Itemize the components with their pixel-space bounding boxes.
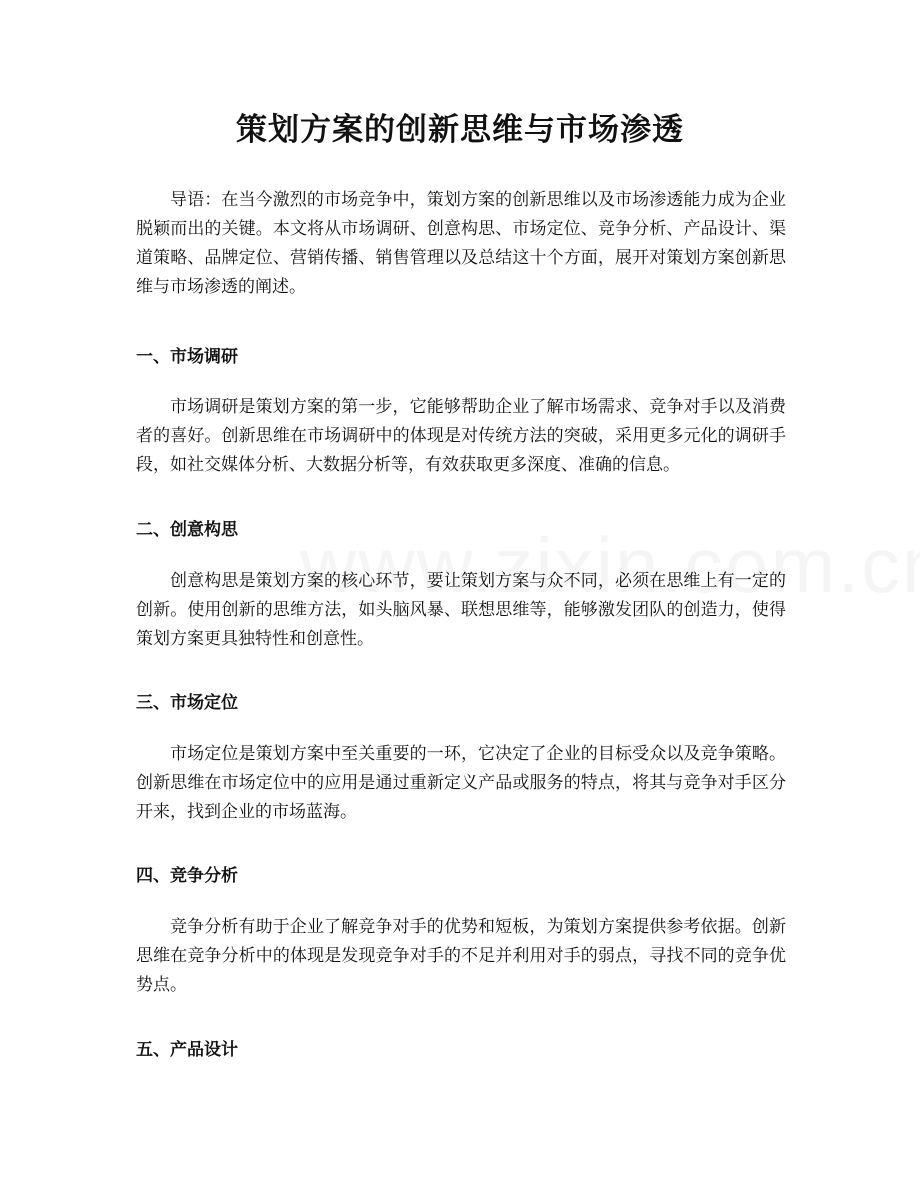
section-heading-creative-concept: 二、创意构思	[136, 520, 238, 540]
document-title: 策划方案的创新思维与市场渗透	[236, 112, 684, 148]
section-heading-market-research: 一、市场调研	[136, 347, 238, 367]
section-heading-competition-analysis: 四、竞争分析	[136, 866, 238, 886]
section-body-competition-analysis: 竞争分析有助于企业了解竞争对手的优势和短板，为策划方案提供参考依据。创新思维在竞争分析中的体现是发现竞争对手的不足并利用对手的弱点，寻找不同的竞争优势点。	[136, 917, 786, 995]
section-body-market-positioning: 市场定位是策划方案中至关重要的一环，它决定了企业的目标受众以及竞争策略。创新思维在市场定位中的应用是通过重新定义产品或服务的特点，将其与竞争对手区分开来，找到企业的市场蓝海。	[136, 744, 786, 822]
intro-paragraph: 导语：在当今激烈的市场竞争中，策划方案的创新思维以及市场渗透能力成为企业脱颖而出的关键。本文将从市场调研、创意构思、市场定位、竞争分析、产品设计、渠道策略、品牌定位、营销传播、销售管理以及总结这十个方面，展开对策划方案创新思维与市场渗透的阐述。	[136, 190, 786, 297]
section-heading-product-design: 五、产品设计	[136, 1040, 238, 1060]
section-heading-market-positioning: 三、市场定位	[136, 693, 238, 713]
section-body-creative-concept: 创意构思是策划方案的核心环节，要让策划方案与众不同，必须在思维上有一定的创新。使用创新的思维方法，如头脑风暴、联想思维等，能够激发团队的创造力，使得策划方案更具独特性和创意性。	[136, 571, 786, 649]
section-body-market-research: 市场调研是策划方案的第一步，它能够帮助企业了解市场需求、竞争对手以及消费者的喜好。创新思维在市场调研中的体现是对传统方法的突破，采用更多元化的调研手段，如社交媒体分析、大数据分析等，有效获取更多深度、准确的信息。	[136, 397, 786, 475]
